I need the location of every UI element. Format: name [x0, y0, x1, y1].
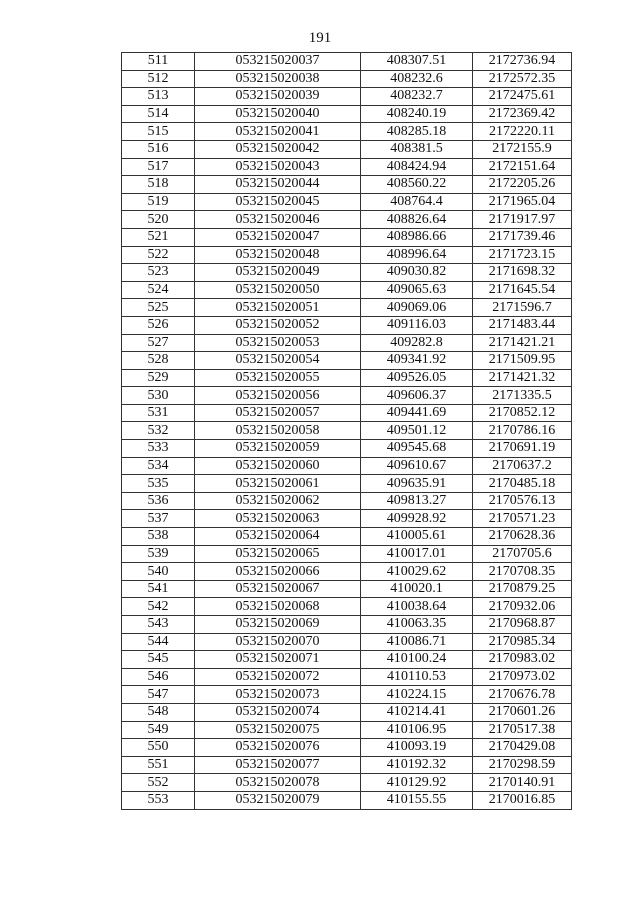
x-coordinate-cell: 410005.61: [361, 528, 473, 546]
table-row: [122, 158, 572, 176]
point-number-cell: 553: [122, 791, 195, 809]
point-number-cell: 530: [122, 387, 195, 405]
point-code-cell: 053215020076: [195, 739, 361, 757]
point-code-cell: 053215020041: [195, 123, 361, 141]
x-coordinate-cell: 409545.68: [361, 440, 473, 458]
x-coordinate-cell: 408826.64: [361, 211, 473, 229]
point-number-cell: 545: [122, 651, 195, 669]
table-row: [122, 791, 572, 809]
table-row: [122, 651, 572, 669]
table-row: [122, 668, 572, 686]
x-coordinate-cell: 408232.7: [361, 88, 473, 106]
y-coordinate-cell: 2171421.32: [473, 369, 572, 387]
y-coordinate-cell: 2172736.94: [473, 53, 572, 71]
point-number-cell: 549: [122, 721, 195, 739]
x-coordinate-cell: 409282.8: [361, 334, 473, 352]
y-coordinate-cell: 2170985.34: [473, 633, 572, 651]
table-row: [122, 316, 572, 334]
x-coordinate-cell: 410020.1: [361, 580, 473, 598]
page-number: 191: [308, 30, 332, 46]
point-code-cell: 053215020043: [195, 158, 361, 176]
point-code-cell: 053215020047: [195, 228, 361, 246]
point-number-cell: 544: [122, 633, 195, 651]
point-number-cell: 524: [122, 281, 195, 299]
y-coordinate-cell: 2172572.35: [473, 70, 572, 88]
point-code-cell: 053215020066: [195, 563, 361, 581]
table-row: [122, 756, 572, 774]
table-row: [122, 563, 572, 581]
y-coordinate-cell: 2171965.04: [473, 193, 572, 211]
table-row: [122, 440, 572, 458]
x-coordinate-cell: 408240.19: [361, 105, 473, 123]
point-code-cell: 053215020053: [195, 334, 361, 352]
table-row: [122, 404, 572, 422]
y-coordinate-cell: 2170628.36: [473, 528, 572, 546]
point-number-cell: 522: [122, 246, 195, 264]
point-code-cell: 053215020069: [195, 616, 361, 634]
table-row: [122, 492, 572, 510]
x-coordinate-cell: 409813.27: [361, 492, 473, 510]
x-coordinate-cell: 410110.53: [361, 668, 473, 686]
point-code-cell: 053215020067: [195, 580, 361, 598]
table-row: [122, 193, 572, 211]
point-code-cell: 053215020054: [195, 352, 361, 370]
point-number-cell: 526: [122, 316, 195, 334]
table-row: [122, 475, 572, 493]
x-coordinate-cell: 410086.71: [361, 633, 473, 651]
point-number-cell: 539: [122, 545, 195, 563]
point-number-cell: 517: [122, 158, 195, 176]
y-coordinate-cell: 2170298.59: [473, 756, 572, 774]
y-coordinate-cell: 2171917.97: [473, 211, 572, 229]
point-code-cell: 053215020074: [195, 703, 361, 721]
point-code-cell: 053215020078: [195, 774, 361, 792]
point-number-cell: 552: [122, 774, 195, 792]
y-coordinate-cell: 2170973.02: [473, 668, 572, 686]
point-number-cell: 546: [122, 668, 195, 686]
point-number-cell: 547: [122, 686, 195, 704]
point-number-cell: 529: [122, 369, 195, 387]
y-coordinate-cell: 2171421.21: [473, 334, 572, 352]
x-coordinate-cell: 409065.63: [361, 281, 473, 299]
point-number-cell: 550: [122, 739, 195, 757]
y-coordinate-cell: 2171596.7: [473, 299, 572, 317]
point-code-cell: 053215020073: [195, 686, 361, 704]
point-code-cell: 053215020056: [195, 387, 361, 405]
table-row: [122, 369, 572, 387]
y-coordinate-cell: 2170576.13: [473, 492, 572, 510]
point-number-cell: 543: [122, 616, 195, 634]
x-coordinate-cell: 408285.18: [361, 123, 473, 141]
y-coordinate-cell: 2170016.85: [473, 791, 572, 809]
x-coordinate-cell: 408764.4: [361, 193, 473, 211]
point-number-cell: 519: [122, 193, 195, 211]
point-code-cell: 053215020058: [195, 422, 361, 440]
point-code-cell: 053215020038: [195, 70, 361, 88]
x-coordinate-cell: 410063.35: [361, 616, 473, 634]
y-coordinate-cell: 2170708.35: [473, 563, 572, 581]
x-coordinate-cell: 408232.6: [361, 70, 473, 88]
y-coordinate-cell: 2170983.02: [473, 651, 572, 669]
x-coordinate-cell: 409635.91: [361, 475, 473, 493]
point-code-cell: 053215020072: [195, 668, 361, 686]
x-coordinate-cell: 409501.12: [361, 422, 473, 440]
y-coordinate-cell: 2170637.2: [473, 457, 572, 475]
point-code-cell: 053215020040: [195, 105, 361, 123]
point-number-cell: 512: [122, 70, 195, 88]
table-row: [122, 739, 572, 757]
x-coordinate-cell: 410129.92: [361, 774, 473, 792]
point-number-cell: 538: [122, 528, 195, 546]
table-row: [122, 580, 572, 598]
point-code-cell: 053215020075: [195, 721, 361, 739]
point-number-cell: 536: [122, 492, 195, 510]
y-coordinate-cell: 2171739.46: [473, 228, 572, 246]
table-row: [122, 633, 572, 651]
x-coordinate-cell: 408307.51: [361, 53, 473, 71]
table-row: [122, 528, 572, 546]
y-coordinate-cell: 2170676.78: [473, 686, 572, 704]
point-number-cell: 533: [122, 440, 195, 458]
x-coordinate-cell: 410155.55: [361, 791, 473, 809]
point-number-cell: 532: [122, 422, 195, 440]
x-coordinate-cell: 410100.24: [361, 651, 473, 669]
y-coordinate-cell: 2171483.44: [473, 316, 572, 334]
table-row: [122, 246, 572, 264]
y-coordinate-cell: 2172475.61: [473, 88, 572, 106]
table-row: [122, 721, 572, 739]
coordinates-table: [121, 52, 572, 810]
point-code-cell: 053215020052: [195, 316, 361, 334]
x-coordinate-cell: 410192.32: [361, 756, 473, 774]
y-coordinate-cell: 2170571.23: [473, 510, 572, 528]
point-code-cell: 053215020057: [195, 404, 361, 422]
table-row: [122, 703, 572, 721]
table-row: [122, 88, 572, 106]
point-code-cell: 053215020068: [195, 598, 361, 616]
point-number-cell: 537: [122, 510, 195, 528]
table-row: [122, 140, 572, 158]
table-row: [122, 105, 572, 123]
y-coordinate-cell: 2170968.87: [473, 616, 572, 634]
point-number-cell: 516: [122, 140, 195, 158]
point-code-cell: 053215020055: [195, 369, 361, 387]
table-row: [122, 598, 572, 616]
table-row: [122, 686, 572, 704]
x-coordinate-cell: 409606.37: [361, 387, 473, 405]
y-coordinate-cell: 2172369.42: [473, 105, 572, 123]
point-number-cell: 518: [122, 176, 195, 194]
point-number-cell: 541: [122, 580, 195, 598]
y-coordinate-cell: 2171335.5: [473, 387, 572, 405]
y-coordinate-cell: 2172205.26: [473, 176, 572, 194]
table-row: [122, 510, 572, 528]
table-row: [122, 70, 572, 88]
table-row: [122, 422, 572, 440]
point-number-cell: 534: [122, 457, 195, 475]
point-number-cell: 515: [122, 123, 195, 141]
x-coordinate-cell: 409610.67: [361, 457, 473, 475]
table-row: [122, 616, 572, 634]
point-number-cell: 514: [122, 105, 195, 123]
x-coordinate-cell: 408381.5: [361, 140, 473, 158]
x-coordinate-cell: 409526.05: [361, 369, 473, 387]
point-code-cell: 053215020037: [195, 53, 361, 71]
x-coordinate-cell: 408986.66: [361, 228, 473, 246]
table-row: [122, 211, 572, 229]
y-coordinate-cell: 2170517.38: [473, 721, 572, 739]
point-code-cell: 053215020070: [195, 633, 361, 651]
table-row: [122, 545, 572, 563]
y-coordinate-cell: 2171509.95: [473, 352, 572, 370]
table-row: [122, 299, 572, 317]
y-coordinate-cell: 2171698.32: [473, 264, 572, 282]
point-number-cell: 548: [122, 703, 195, 721]
table-row: [122, 457, 572, 475]
point-code-cell: 053215020059: [195, 440, 361, 458]
point-number-cell: 521: [122, 228, 195, 246]
table-row: [122, 228, 572, 246]
point-code-cell: 053215020048: [195, 246, 361, 264]
y-coordinate-cell: 2170429.08: [473, 739, 572, 757]
x-coordinate-cell: 408424.94: [361, 158, 473, 176]
point-code-cell: 053215020077: [195, 756, 361, 774]
point-number-cell: 525: [122, 299, 195, 317]
point-code-cell: 053215020062: [195, 492, 361, 510]
point-number-cell: 520: [122, 211, 195, 229]
point-number-cell: 540: [122, 563, 195, 581]
y-coordinate-cell: 2170485.18: [473, 475, 572, 493]
point-code-cell: 053215020060: [195, 457, 361, 475]
table-row: [122, 176, 572, 194]
point-code-cell: 053215020063: [195, 510, 361, 528]
point-code-cell: 053215020064: [195, 528, 361, 546]
y-coordinate-cell: 2170932.06: [473, 598, 572, 616]
x-coordinate-cell: 410029.62: [361, 563, 473, 581]
point-code-cell: 053215020042: [195, 140, 361, 158]
y-coordinate-cell: 2170601.26: [473, 703, 572, 721]
x-coordinate-cell: 410106.95: [361, 721, 473, 739]
x-coordinate-cell: 410038.64: [361, 598, 473, 616]
point-code-cell: 053215020039: [195, 88, 361, 106]
y-coordinate-cell: 2170786.16: [473, 422, 572, 440]
point-number-cell: 527: [122, 334, 195, 352]
point-code-cell: 053215020071: [195, 651, 361, 669]
coordinates-table-body: [122, 53, 572, 810]
point-number-cell: 542: [122, 598, 195, 616]
table-row: [122, 387, 572, 405]
point-number-cell: 513: [122, 88, 195, 106]
table-row: [122, 774, 572, 792]
point-code-cell: 053215020044: [195, 176, 361, 194]
point-number-cell: 528: [122, 352, 195, 370]
point-code-cell: 053215020050: [195, 281, 361, 299]
table-row: [122, 281, 572, 299]
y-coordinate-cell: 2172155.9: [473, 140, 572, 158]
x-coordinate-cell: 410224.15: [361, 686, 473, 704]
point-number-cell: 535: [122, 475, 195, 493]
table-row: [122, 352, 572, 370]
point-number-cell: 531: [122, 404, 195, 422]
point-code-cell: 053215020065: [195, 545, 361, 563]
point-code-cell: 053215020061: [195, 475, 361, 493]
x-coordinate-cell: 409116.03: [361, 316, 473, 334]
x-coordinate-cell: 410093.19: [361, 739, 473, 757]
y-coordinate-cell: 2170691.19: [473, 440, 572, 458]
point-number-cell: 523: [122, 264, 195, 282]
table-row: [122, 334, 572, 352]
point-number-cell: 511: [122, 53, 195, 71]
x-coordinate-cell: 410214.41: [361, 703, 473, 721]
x-coordinate-cell: 408996.64: [361, 246, 473, 264]
x-coordinate-cell: 408560.22: [361, 176, 473, 194]
table-row: [122, 53, 572, 71]
x-coordinate-cell: 409341.92: [361, 352, 473, 370]
y-coordinate-cell: 2170705.6: [473, 545, 572, 563]
x-coordinate-cell: 409030.82: [361, 264, 473, 282]
x-coordinate-cell: 410017.01: [361, 545, 473, 563]
point-code-cell: 053215020051: [195, 299, 361, 317]
point-code-cell: 053215020045: [195, 193, 361, 211]
y-coordinate-cell: 2170140.91: [473, 774, 572, 792]
y-coordinate-cell: 2172220.11: [473, 123, 572, 141]
y-coordinate-cell: 2171723.15: [473, 246, 572, 264]
y-coordinate-cell: 2170852.12: [473, 404, 572, 422]
y-coordinate-cell: 2171645.54: [473, 281, 572, 299]
y-coordinate-cell: 2170879.25: [473, 580, 572, 598]
table-row: [122, 264, 572, 282]
point-code-cell: 053215020046: [195, 211, 361, 229]
y-coordinate-cell: 2172151.64: [473, 158, 572, 176]
table-row: [122, 123, 572, 141]
point-code-cell: 053215020079: [195, 791, 361, 809]
x-coordinate-cell: 409928.92: [361, 510, 473, 528]
point-code-cell: 053215020049: [195, 264, 361, 282]
x-coordinate-cell: 409441.69: [361, 404, 473, 422]
point-number-cell: 551: [122, 756, 195, 774]
x-coordinate-cell: 409069.06: [361, 299, 473, 317]
